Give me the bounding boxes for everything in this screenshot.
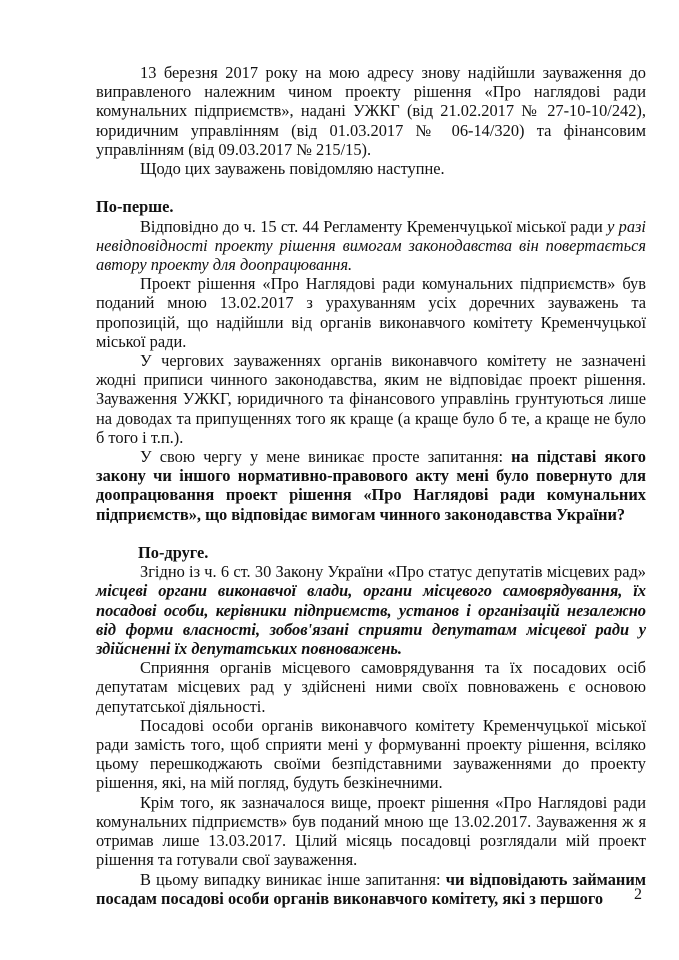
section1-paragraph-2: Проект рішення «Про Наглядові ради комунальних підприємств» був поданий мною 13.02.2017 з урахуванням усіх доречних зауважень та пропозицій, що надійшли від органів виконавчого комітету Кременчуцької міської ради. [96, 274, 646, 351]
section2-p5-text: В цьому випадку виникає інше запитання: [140, 869, 446, 889]
section1-paragraph-1 [96, 217, 646, 275]
section-heading-first: По-перше. [96, 197, 174, 217]
section2-p5-question: чи відповідають займаним посадам посадові особи органів виконавчого комітету, які з першого [96, 869, 646, 908]
section1-p1-quote: у разі невідповідності проекту рішення вимогам законодавства він повертається автору проекту для доопрацювання. [96, 216, 646, 275]
section1-p1-text: Відповідно до ч. 15 ст. 44 Регламенту Кременчуцької міської ради [140, 216, 608, 236]
section2-paragraph-2: Сприяння органів місцевого самоврядування та їх посадових осіб депутатам місцевих рад у здійснені ними своїх повноважень є основою депутатської діяльності. [96, 658, 646, 716]
section2-paragraph-3: Посадові особи органів виконавчого комітету Кременчуцької міської ради замість того, щоб сприяти мені у формуванні проекту рішення, всіляко цьому перешкоджають своїми безпідставними зауваженнями до проекту рішення, які, на мій погляд, будуть безкінечними. [96, 715, 646, 793]
document-page [96, 63, 646, 908]
section1-paragraph-3: У чергових зауваженнях органів виконавчого комітету не зазначені жодні приписи чинного законодавства, яким не відповідає проект рішення. Зауваження УЖКГ, юридичного та фінансового управлінь грунтуються лише на доводах та припущеннях того як краще (а краще було б те, а краще не було б того і т.п.). [96, 351, 646, 447]
intro-paragraph: 13 березня 2017 року на мою адресу знову надійшли зауваження до виправленого належним чином проекту рішення «Про наглядові ради комунальних підприємств», надані УЖКГ (від 21.02.2017 № 27-10-10/242), юридичним управлінням (від 01.03.2017 № 06-14/320) та фінансовим управлінням (від 09.03.2017 № 215/15). [96, 63, 646, 159]
section1-p4-text: У свою чергу у мене виникає просте запитання: [140, 447, 512, 467]
section2-paragraph-5 [96, 870, 646, 908]
section2-p1-quote: місцеві органи виконавчої влади, органи місцевого самоврядування, їх посадові особи, керівники підприємств, установ і організацій незалежно від форми власності, зобов'язані сприяти депутатам місцевої ради у здійсненні їх депутатських повноважень. [96, 581, 646, 659]
section-heading-second: По-друге. [138, 543, 209, 563]
section2-paragraph-1 [96, 562, 646, 658]
page-number: 2 [634, 886, 642, 903]
section2-p1-text: Згідно із ч. 6 ст. 30 Закону України «Про статус депутатів місцевих рад» [140, 562, 646, 582]
section1-paragraph-4 [96, 447, 646, 524]
spacer [96, 524, 646, 543]
section1-p4-question: на підставі якого закону чи іншого нормативно-правового акту мені було повернуто для доопрацювання проект рішення «Про Наглядові ради комунальних підприємств», що відповідає вимогам чинного законодавства України? [96, 447, 646, 524]
section2-paragraph-4: Крім того, як зазначалося вище, проект рішення «Про Наглядові ради комунальних підприємств» був поданий мною ще 13.02.2017. Зауваження ж я отримав лише 13.03.2017. Цілий місяць посадовці розглядали мій проект рішення та готували свої зауваження. [96, 792, 646, 870]
spacer [96, 178, 646, 197]
intro-paragraph-2: Щодо цих зауважень повідомляю наступне. [140, 159, 445, 179]
